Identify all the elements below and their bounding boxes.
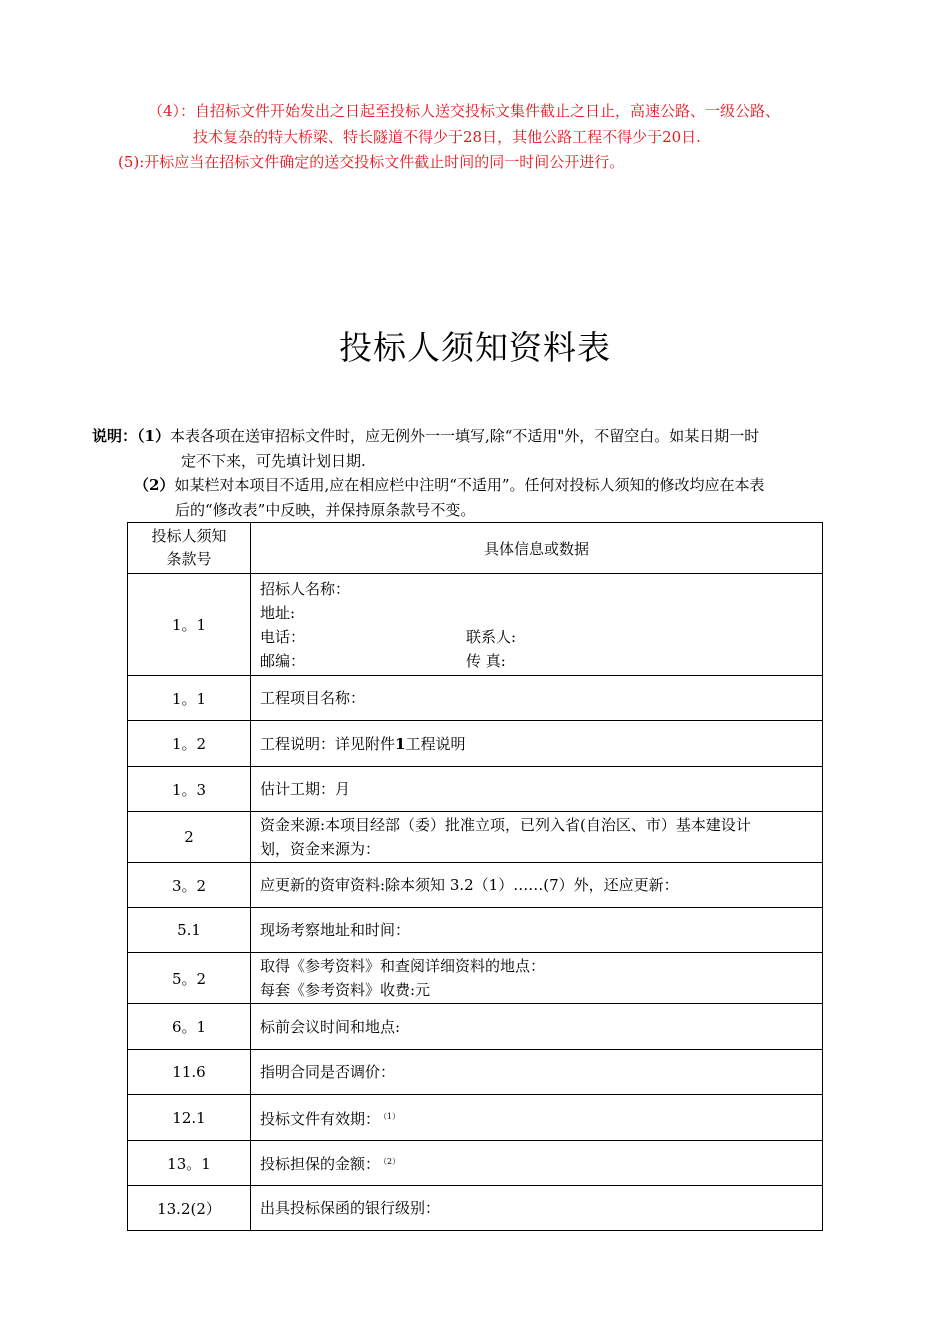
row-details: 工程项目名称： [251, 676, 823, 721]
table-row [128, 1141, 823, 1186]
note-item-5: (5):开标应当在招标文件确定的送交投标文件截止时间的同一时间公开进行。 [118, 153, 625, 171]
row-clause-number: 1。1 [128, 676, 251, 721]
note-item-4-line2: 技术复杂的特大桥梁、特长隧道不得少于28日，其他公路工程不得少于20日. [193, 128, 701, 146]
phone-contact-line [260, 625, 822, 649]
row-details: 标前会议时间和地点: [251, 1004, 823, 1050]
phone-field: 电话： [260, 627, 306, 646]
table-row [128, 1186, 823, 1231]
intro-item2 [134, 473, 765, 497]
row-line1: 资金来源:本项目经部（委）批准立项，已列入省(自治区、市）基本建设计 [260, 816, 751, 834]
row-text: 投标文件有效期： [260, 1109, 381, 1128]
table-row [128, 812, 823, 863]
table-row [128, 574, 823, 676]
intro-item2-line2: 后的“修改表”中反映，并保持原条款号不变。 [175, 501, 476, 519]
table-row [128, 908, 823, 953]
row-clause-number: 2 [128, 812, 251, 863]
row-details [251, 721, 823, 767]
tenderer-name-field: 招标人名称： [260, 579, 351, 598]
note-item-4-line1: （4）：自招标文件开始发出之日起至投标人送交投标文集件截止之日止，高速公路、一级公路、 [148, 102, 781, 120]
intro-item2-number: （2） [134, 476, 175, 494]
intro-item2-line1: 如某栏对本项目不适用,应在相应栏中注明“不适用”。任何对投标人须知的修改均应在本表 [174, 476, 765, 494]
intro-item1-number: （1） [137, 427, 170, 445]
row-line2: 划，资金来源为： [260, 840, 381, 858]
row-text-a: 工程说明：详见附件 [260, 734, 396, 753]
postcode-fax-line [260, 649, 822, 673]
header-clause-number [128, 523, 251, 574]
row-details: 应更新的资审资料:除本须知 3.2（1）……(7）外，还应更新： [251, 863, 823, 908]
row-details [251, 953, 823, 1004]
contact-person-field: 联系人: [466, 627, 517, 646]
postcode-field: 邮编： [260, 651, 306, 670]
row-clause-number: 6。1 [128, 1004, 251, 1050]
row-line1: 取得《参考资料》和查阅详细资料的地点： [260, 957, 546, 975]
row-line2: 每套《参考资料》收费:元 [260, 981, 431, 999]
row-clause-number: 5。2 [128, 953, 251, 1004]
intro-label-text: 说明： [92, 427, 138, 445]
header-clause-line1: 投标人须知 [151, 527, 227, 545]
table-header-row [128, 523, 823, 574]
intro-label [92, 424, 759, 448]
footnote-marker: （2） [383, 1157, 401, 1166]
row-text-c: 工程说明 [405, 734, 466, 753]
row-text: 投标担保的金额： [260, 1155, 381, 1173]
footnote-marker: （1） [383, 1111, 401, 1121]
row-details [251, 1095, 823, 1141]
intro-item1-line2: 定不下来，可先填计划日期. [181, 452, 366, 470]
row-text-b: 1 [395, 734, 406, 753]
table-row [128, 767, 823, 812]
table-row [128, 953, 823, 1004]
row-details [251, 1141, 823, 1186]
fax-field: 传 真: [466, 651, 506, 670]
intro-item1-line1: 本表各项在送审招标文件时，应无例外一一填写,除“不适用"外，不留空白。如某日期一时 [169, 427, 760, 445]
row-details: 指明合同是否调价： [251, 1050, 823, 1095]
row-details: 现场考察地址和时间： [251, 908, 823, 953]
row-clause-number: 13.2(2） [128, 1186, 251, 1231]
info-table [127, 522, 823, 1231]
row-details: 出具投标保函的银行级别： [251, 1186, 823, 1231]
table-row [128, 721, 823, 767]
row-clause-number: 3。2 [128, 863, 251, 908]
row-clause-number: 13。1 [128, 1141, 251, 1186]
row-details [251, 812, 823, 863]
row-clause-number: 1。3 [128, 767, 251, 812]
row-clause-number: 12.1 [128, 1095, 251, 1141]
row-clause-number: 1。1 [128, 574, 251, 676]
address-field: 地址: [260, 603, 296, 622]
page-title: 投标人须知资料表 [339, 328, 611, 367]
header-clause-line2: 条款号 [166, 550, 212, 568]
table-row [128, 1050, 823, 1095]
header-details: 具体信息或数据 [251, 523, 823, 574]
row-clause-number: 1。2 [128, 721, 251, 767]
table-row [128, 1004, 823, 1050]
table-row [128, 1095, 823, 1141]
table-row [128, 676, 823, 721]
row-clause-number: 5.1 [128, 908, 251, 953]
row-details: 估计工期：月 [251, 767, 823, 812]
row-clause-number: 11.6 [128, 1050, 251, 1095]
table-row [128, 863, 823, 908]
row-details [251, 574, 823, 676]
